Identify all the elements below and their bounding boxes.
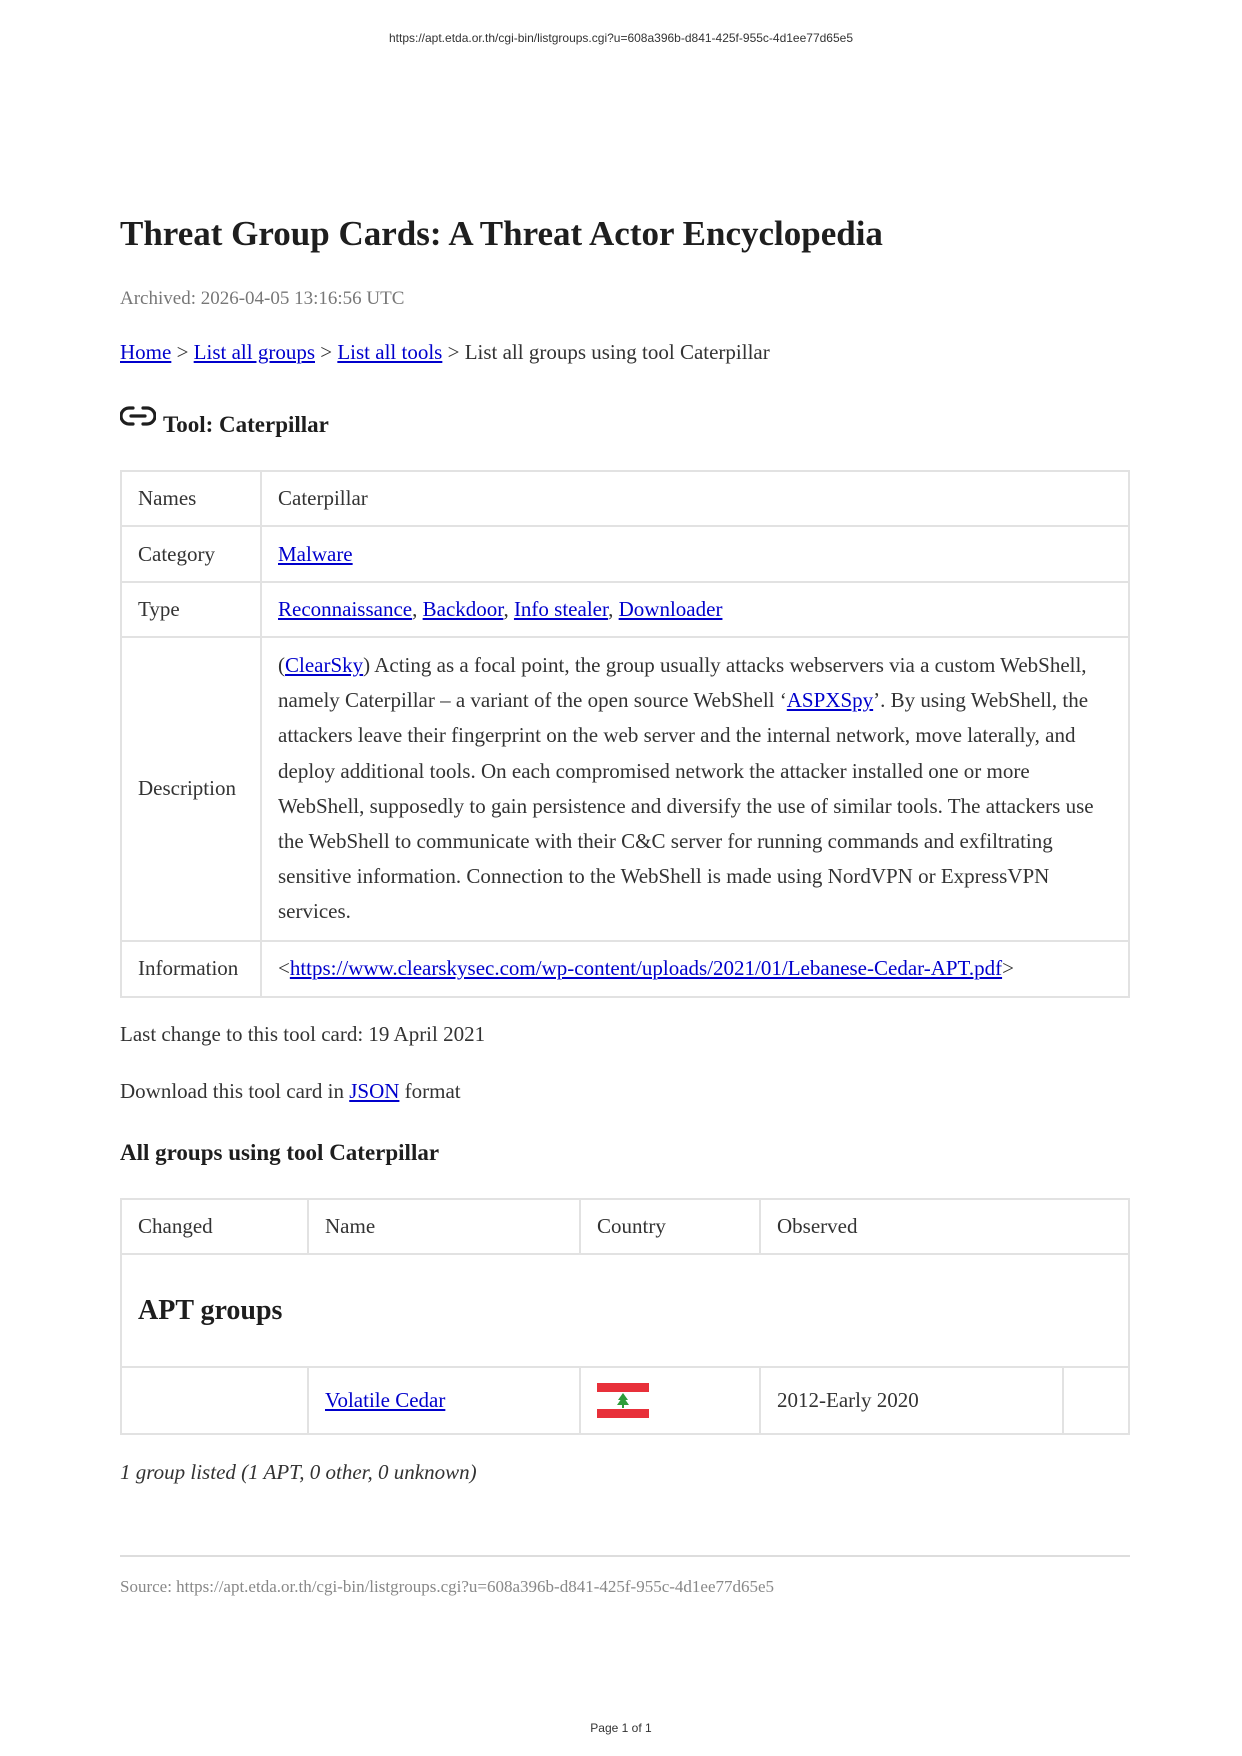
names-label: Names xyxy=(121,471,261,526)
column-header-observed: Observed xyxy=(760,1199,1129,1254)
description-text: ( xyxy=(278,653,285,677)
page-number: Page 1 of 1 xyxy=(590,1721,652,1735)
groups-summary: 1 group listed (1 APT, 0 other, 0 unknown) xyxy=(120,1460,477,1484)
last-change-text: Last change to this tool card: 19 April 2021 xyxy=(120,1022,486,1046)
table-row xyxy=(121,637,1129,941)
table-row xyxy=(121,526,1129,582)
country-cell xyxy=(580,1367,760,1434)
apt-groups-title: APT groups xyxy=(138,1294,283,1326)
json-download-link[interactable]: JSON xyxy=(349,1079,400,1103)
tool-heading-text: Tool: Caterpillar xyxy=(163,412,329,437)
apt-groups-title-cell xyxy=(121,1254,1129,1367)
changed-cell xyxy=(121,1367,308,1434)
information-label: Information xyxy=(121,941,261,997)
column-header-country: Country xyxy=(580,1199,760,1254)
type-link[interactable]: Downloader xyxy=(618,597,723,621)
download-prefix: Download this tool card in xyxy=(120,1079,350,1103)
bracket: > xyxy=(1002,956,1014,981)
table-row xyxy=(121,471,1129,526)
type-label: Type xyxy=(121,582,261,637)
download-suffix: format xyxy=(399,1079,461,1103)
apt-groups-row xyxy=(121,1254,1129,1367)
table-row xyxy=(121,582,1129,637)
breadcrumb-separator: > xyxy=(447,340,460,364)
group-volatile-cedar-link[interactable]: Volatile Cedar xyxy=(325,1388,446,1412)
groups-table xyxy=(120,1198,1130,1435)
description-text: ’. By using WebShell, the attackers leave their fingerprint on the web server and the internal network, move laterally, and deploy additional tools. On each compromised network the attacker installed one or more WebShell, supposedly to gain persistence and diversify the use of similar tools. The attackers use the WebShell to communicate with their C&C server for running commands and exfiltrating sensitive information. Connection to the WebShell is made using NordVPN or ExpressVPN services. xyxy=(278,688,1094,924)
link-icon xyxy=(120,405,156,427)
table-row xyxy=(121,941,1129,997)
breadcrumb-list-tools-link[interactable]: List all tools xyxy=(337,340,443,364)
column-header-changed: Changed xyxy=(121,1199,308,1254)
bracket: < xyxy=(278,956,290,981)
tool-info-table xyxy=(120,470,1130,998)
category-malware-link[interactable]: Malware xyxy=(278,541,353,566)
print-header-url: https://apt.etda.or.th/cgi-bin/listgroups.cgi?u=608a396b-d841-425f-955c-4d1ee77d65e5 xyxy=(388,31,853,45)
table-header-row xyxy=(121,1199,1129,1254)
breadcrumb-home-link[interactable]: Home xyxy=(120,340,172,364)
type-link[interactable]: Info stealer xyxy=(513,597,609,621)
type-link[interactable]: Reconnaissance xyxy=(278,597,413,621)
divider xyxy=(120,1555,1130,1557)
information-value xyxy=(261,941,1129,997)
page-title: Threat Group Cards: A Threat Actor Encyclopedia xyxy=(120,214,883,253)
type-separator: , xyxy=(412,597,423,621)
breadcrumb-separator: > xyxy=(320,340,333,364)
breadcrumb-separator: > xyxy=(176,340,189,364)
empty-cell xyxy=(1063,1367,1129,1434)
name-cell xyxy=(308,1367,580,1434)
archived-timestamp: Archived: 2026-04-05 13:16:56 UTC xyxy=(120,288,405,309)
description-text: ) Acting as a focal point, the group usually attacks webservers via a custom WebShell, namely Caterpillar – a variant of the open source WebShell ‘ xyxy=(278,653,1087,713)
type-separator: , xyxy=(608,597,619,621)
names-value: Caterpillar xyxy=(261,471,1129,526)
description-value xyxy=(261,637,1129,941)
groups-heading: All groups using tool Caterpillar xyxy=(120,1140,440,1165)
table-row xyxy=(121,1367,1129,1434)
breadcrumb-current: List all groups using tool Caterpillar xyxy=(464,340,770,364)
description-label: Description xyxy=(121,637,261,941)
type-link[interactable]: Backdoor xyxy=(422,597,504,621)
type-cell xyxy=(261,582,1129,637)
observed-cell: 2012-Early 2020 xyxy=(760,1367,1063,1434)
source-url: Source: https://apt.etda.or.th/cgi-bin/listgroups.cgi?u=608a396b-d841-425f-955c-4d1ee77d65e5 xyxy=(120,1577,775,1596)
clearsky-link[interactable]: ClearSky xyxy=(285,653,364,677)
breadcrumb-list-groups-link[interactable]: List all groups xyxy=(193,340,315,364)
type-separator: , xyxy=(503,597,514,621)
column-header-name: Name xyxy=(308,1199,580,1254)
category-cell xyxy=(261,526,1129,582)
download-line xyxy=(120,1079,461,1104)
aspxspy-link[interactable]: ASPXSpy xyxy=(786,688,874,713)
information-url-link[interactable]: https://www.clearskysec.com/wp-content/uploads/2021/01/Lebanese-Cedar-APT.pdf xyxy=(289,956,1003,981)
breadcrumb xyxy=(120,340,770,365)
lebanon-flag-icon xyxy=(597,1383,649,1418)
category-label: Category xyxy=(121,526,261,582)
